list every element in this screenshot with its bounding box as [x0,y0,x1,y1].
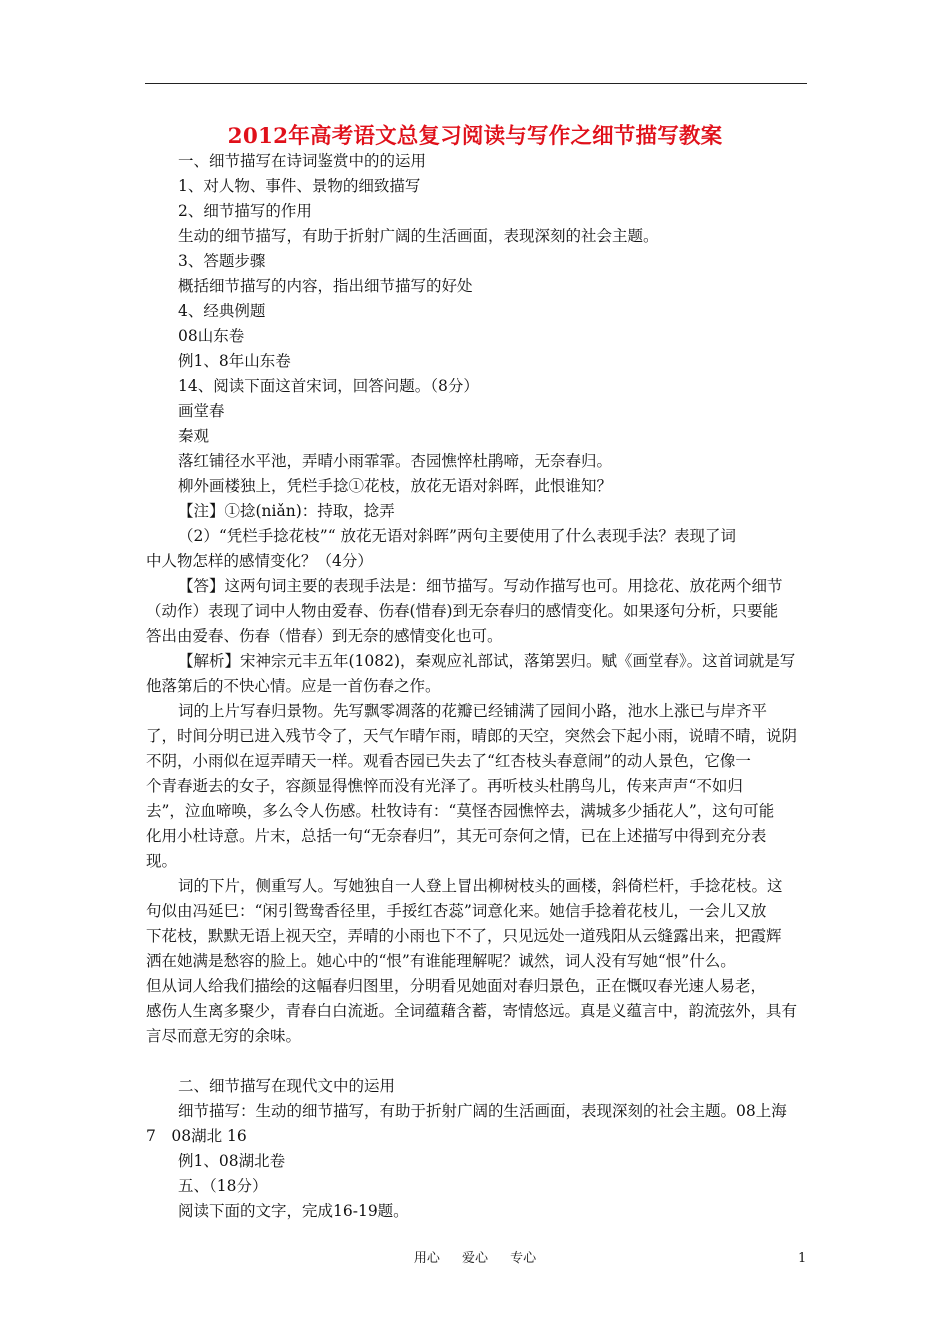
text-line: 例1、08湖北卷 [178,1152,286,1170]
text-line: 08山东卷 [178,327,245,345]
answer-line: （动作）表现了词中人物由爱春、伤春(惜春)到无奈春归的感情变化。如果逐句分析，只要能 [146,602,779,620]
text-line: 阅读下面的文字，完成16-19题。 [178,1202,409,1220]
paragraph-line: 现。 [146,852,178,870]
text-line: 14、阅读下面这首宋词，回答问题。（8分） [178,377,479,395]
analysis-line: 他落第后的不快心情。应是一首伤春之作。 [146,677,441,695]
text-line: 细节描写：生动的细节描写，有助于折射广阔的生活画面，表现深刻的社会主题。08上海 [178,1102,787,1120]
text-line: 五、（18分） [178,1177,268,1195]
paragraph-line: 了，时间分明已进入残节令了，天气乍晴乍雨，晴郎的天空，突然会下起小雨，说晴不晴，说阴 [146,727,798,745]
text-line: 3、答题步骤 [178,252,266,270]
page-number: 1 [798,1251,807,1266]
paragraph-line: 个青春逝去的女子，容颜显得憔悴而没有光泽了。再听枝头杜鹃鸟儿，传来声声“不如归 [146,777,743,795]
paragraph-line: 词的下片，侧重写人。写她独自一人登上冒出柳树枝头的画楼，斜倚栏杆，手捻花枝。这 [178,877,783,895]
text-line: 概括细节描写的内容，指出细节描写的好处 [178,277,473,295]
text-line: 画堂春 [178,402,225,420]
paragraph-line: 词的上片写春归景物。先写飘零凋落的花瓣已经铺满了园间小路，池水上涨已与岸齐平 [178,702,768,720]
section-heading: 二、细节描写在现代文中的运用 [178,1077,396,1095]
paragraph-line: 不阴，小雨似在逗弄晴天一样。观看杏园已失去了“红杏枝头春意闹”的动人景色，它像一 [146,752,751,770]
answer-line: 【答】这两句词主要的表现手法是：细节描写。写动作描写也可。用捻花、放花两个细节 [178,577,783,595]
header-rule [145,83,807,84]
text-line: 生动的细节描写，有助于折射广阔的生活画面，表现深刻的社会主题。 [178,227,659,245]
text-line: 柳外画楼独上，凭栏手捻①花枝，放花无语对斜晖，此恨谁知？ [178,477,613,495]
paragraph-line: 下花枝，默默无语上视天空，弄晴的小雨也下不了，只见远处一道残阳从云缝露出来，把霞辉 [146,927,782,945]
paragraph-line: 但从词人给我们描绘的这幅春归图里，分明看见她面对春归景色，正在慨叹春光速人易老， [146,977,767,995]
paragraph-line: 感伤人生离多聚少，青春白白流逝。全词蕴藉含蓄，寄情悠远。真是义蕴言中，韵流弦外，具有 [146,1002,798,1020]
text-line: 4、经典例题 [178,302,266,320]
question-line: 中人物怎样的感情变化？（4分） [146,552,373,570]
paragraph-line: 洒在她满是愁容的脸上。她心中的“恨”有谁能理解呢？诚然，词人没有写她“恨”什么。 [146,952,736,970]
text-line: 7 08湖北 16 [146,1127,247,1145]
question-line: （2）“凭栏手捻花枝”“ 放花无语对斜晖”两句主要使用了什么表现手法？表现了词 [178,527,736,545]
text-line: 1、对人物、事件、景物的细致描写 [178,177,421,195]
paragraph-line: 去”，泣血啼唤，多么令人伤感。杜牧诗有：“莫怪杏园憔悴去，满城多少插花人”，这句可能 [146,802,775,820]
paragraph-line: 言尽而意无穷的余味。 [146,1027,302,1045]
text-line: 例1、8年山东卷 [178,352,291,370]
note-line: 【注】①捻(niǎn)：持取，捻弄 [178,502,395,520]
paragraph-line: 句似由冯延巳：“闲引鸳鸯香径里，手挼红杏蕊”词意化来。她信手捻着花枝儿，一会儿又放 [146,902,767,920]
footer-motto: 用心 爱心 专心 [413,1251,537,1266]
answer-line: 答出由爱春、伤春（惜春）到无奈的感情变化也可。 [146,627,503,645]
text-line: 2、细节描写的作用 [178,202,312,220]
document-title: 2012年高考语文总复习阅读与写作之细节描写教案 [227,124,723,149]
text-line: 秦观 [178,427,210,445]
text-line: 落红铺径水平池，弄晴小雨霏霏。杏园憔悴杜鹃啼，无奈春归。 [178,452,613,470]
analysis-line: 【解析】宋神宗元丰五年(1082)，秦观应礼部试，落第罢归。赋《画堂春》。这首词就是写 [178,652,796,670]
text-line: 一、细节描写在诗词鉴赏中的的运用 [178,152,427,170]
paragraph-line: 化用小杜诗意。片末，总括一句“无奈春归”，其无可奈何之情，已在上述描写中得到充分表 [146,827,767,845]
